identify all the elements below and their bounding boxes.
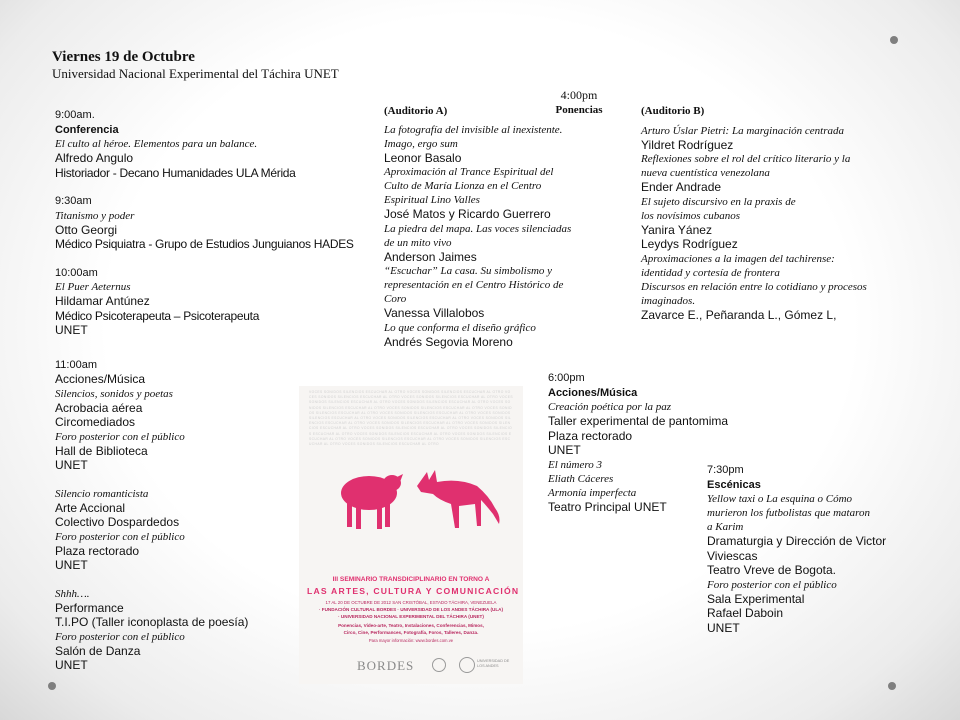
- event-line: Arte Accional: [55, 500, 126, 515]
- decor-dot-top-right: [890, 36, 898, 44]
- event-type: Acciones/Música: [548, 386, 638, 399]
- poster-sub-line2: · FUNDACIÓN CULTURAL BORDES · UNIVERSIDAD DE LOS ANDES TÁCHIRA (ULA): [318, 607, 503, 612]
- talk-speaker: José Matos y Ricardo Guerrero: [384, 207, 551, 221]
- slide-header: [52, 48, 339, 82]
- event-speaker: Otto Georgi: [55, 222, 118, 237]
- event-line: Circomediados: [55, 415, 136, 429]
- event-line: Rafael Daboin: [707, 606, 784, 620]
- talk-title: imaginados.: [641, 294, 696, 307]
- talk-speaker: Vanessa Villalobos: [384, 306, 485, 320]
- talk-title: Discursos en relación entre lo cotidiano y procesos: [641, 280, 867, 293]
- event-line: Plaza rectorado: [548, 428, 633, 443]
- talk-title: “Escuchar” La casa. Su simbolismo y: [384, 265, 553, 277]
- talk-title: identidad y cortesía de frontera: [641, 266, 780, 279]
- venue-heading: Universidad Nacional Experimental del Táchira UNET: [52, 66, 339, 81]
- event-line: UNET: [548, 443, 581, 457]
- poster-sub-line4: Ponencias, Video-arte, Teatro, Instalaciones, Conferencias, Mimos,: [338, 623, 484, 628]
- event-place: UNET: [55, 323, 88, 337]
- poster-title-line1: III SEMINARIO TRANSDICIPLINARIO EN TORNO A: [332, 576, 490, 583]
- talk-title: Lo que conforma el diseño gráfico: [384, 321, 536, 334]
- event-line: UNET: [707, 620, 740, 635]
- poster-ula-logo-text: UNIVERSIDAD DE LOS ANDES: [477, 659, 510, 668]
- event-line: Eliath Cáceres: [548, 472, 614, 485]
- date-heading: Viernes 19 de Octubre: [52, 49, 195, 65]
- event-line: Salón de Danza: [55, 643, 141, 658]
- event-title: Titanismo y poder: [55, 209, 135, 222]
- event-line: Creación poética por la paz: [548, 401, 672, 413]
- auditorio-b-heading: (Auditorio B): [641, 105, 705, 117]
- poster-ula-seal-icon: [459, 657, 475, 673]
- event-type: Escénicas: [707, 478, 761, 491]
- event-block-1930: [707, 463, 907, 635]
- event-line: UNET: [55, 658, 88, 672]
- event-time: 9:00am.: [55, 109, 95, 121]
- talk-title: Imago, ergo sum: [384, 137, 458, 150]
- event-line: UNET: [55, 458, 88, 472]
- event-line: Silencio romanticista: [55, 487, 149, 500]
- talk-speaker: Yildret Rodríguez: [641, 137, 734, 152]
- poster-title-line2: LAS ARTES, CULTURA Y COMUNICACIÓN: [307, 586, 520, 596]
- event-line: Acrobacia aérea: [55, 400, 143, 415]
- event-speaker: Alfredo Angulo: [55, 151, 134, 165]
- event-line: UNET: [55, 558, 88, 572]
- event-line: Colectivo Dospardedos: [55, 515, 180, 529]
- event-time: 11:00am: [55, 358, 97, 371]
- talk-title: Reflexiones sobre el rol del crítico literario y la: [641, 153, 851, 165]
- event-block-0900: [55, 108, 355, 180]
- talk-title: de un mito vivo: [384, 236, 452, 249]
- event-line: Plaza rectorado: [55, 543, 140, 558]
- event-line: Taller experimental de pantomima: [548, 414, 729, 428]
- auditorio-b-column: [641, 104, 901, 322]
- event-line: Dramaturgia y Dirección de Victor: [707, 534, 887, 548]
- poster-sub-line1: 17 AL 20 DE OCTUBRE DE 2012 SAN CRISTÓBAL, ESTADO TÁCHIRA, VENEZUELA: [325, 600, 497, 605]
- talk-title: representación en el Centro Histórico de: [384, 279, 564, 291]
- ponencias-time: 4:00pm: [560, 88, 598, 102]
- talk-speaker: Anderson Jaimes: [384, 249, 477, 264]
- talk-speaker: Ender Andrade: [641, 180, 722, 194]
- event-line: Shhh….: [55, 587, 90, 600]
- event-line: Sala Experimental: [707, 591, 805, 606]
- talk-title: Coro: [384, 293, 407, 305]
- talk-speaker: Zavarce E., Peñaranda L., Gómez L,: [641, 307, 837, 322]
- talk-title: La fotografía del invisible al inexistente.: [384, 123, 563, 136]
- event-type: Conferencia: [55, 123, 119, 136]
- event-line: Teatro Vreve de Bogota.: [707, 563, 836, 577]
- talk-speaker: Leydys Rodríguez: [641, 237, 738, 251]
- poster-sub-line6: Para mayor información: www.bordes.com.ve: [368, 638, 454, 643]
- talk-title: Aproximación al Trance Espiritual del: [384, 166, 554, 178]
- talk-title: Arturo Úslar Pietri: La marginación centrada: [641, 124, 844, 137]
- event-time: 7:30pm: [707, 464, 744, 476]
- talk-speaker: Leonor Basalo: [384, 150, 462, 165]
- event-line: Foro posterior con el público: [707, 578, 837, 591]
- event-line: Foro posterior con el público: [55, 430, 185, 443]
- talk-title: los novísimos cubanos: [641, 209, 740, 222]
- poster-bordes-logo: BORDES: [357, 658, 415, 673]
- event-role: Médico Psiquiatra - Grupo de Estudios Junguianos HADES: [55, 237, 354, 251]
- event-line: Hall de Biblioteca: [55, 443, 148, 458]
- decor-dot-bottom-right: [888, 682, 896, 690]
- talk-title: nueva cuentística venezolana: [641, 167, 770, 179]
- event-line: Teatro Principal UNET: [548, 499, 667, 514]
- auditorio-a-column: [384, 104, 594, 349]
- event-line: Viviescas: [707, 548, 758, 563]
- event-line: a Karim: [707, 521, 744, 533]
- talk-title: El sujeto discursivo en la praxis de: [641, 195, 796, 208]
- poster-sub-line5: Circo, Cine, Performances, Fotografía, Foros, Talleres, Danza.: [343, 630, 479, 635]
- event-title: El culto al héroe. Elementos para un balance.: [55, 138, 258, 150]
- decor-dot-bottom-left: [48, 682, 56, 690]
- poster-sheep-figure: [341, 474, 403, 529]
- event-line: murieron los futbolistas que mataron: [707, 507, 870, 519]
- talk-speaker: Andrés Segovia Moreno: [384, 334, 513, 349]
- talk-title: Aproximaciones a la imagen del tachirense:: [641, 252, 835, 265]
- event-line: Silencios, sonidos y poetas: [55, 387, 173, 400]
- event-line: Foro posterior con el público: [55, 530, 185, 543]
- talk-title: La piedra del mapa. Las voces silenciadas: [384, 222, 572, 235]
- auditorio-a-heading: (Auditorio A): [384, 105, 448, 117]
- event-line: Foro posterior con el público: [55, 630, 185, 643]
- poster-sub-line3: · UNIVERSIDAD NACIONAL EXPERIMENTAL DEL TÁCHIRA (UNET): [338, 614, 484, 619]
- talk-speaker: Yanira Yánez: [641, 222, 712, 237]
- event-role: Médico Psicoterapeuta – Psicoterapeuta: [55, 308, 260, 323]
- event-role: Historiador - Decano Humanidades ULA Mérida: [55, 165, 296, 180]
- talk-title: Espiritual Lino Valles: [384, 194, 480, 206]
- event-time: 6:00pm: [548, 372, 585, 384]
- event-title: El Puer Aeternus: [55, 281, 131, 293]
- event-block-0930: [55, 194, 355, 252]
- event-line: T.I.PO (Taller iconoplasta de poesía): [55, 615, 249, 629]
- event-line: El número 3: [548, 458, 602, 471]
- event-line: Performance: [55, 600, 124, 615]
- event-poster-image: [299, 386, 523, 684]
- ponencias-label: Ponencias: [555, 103, 603, 116]
- event-time: 10:00am: [55, 266, 98, 279]
- event-line: Yellow taxi o La esquina o Cómo: [707, 493, 853, 505]
- event-time: 9:30am: [55, 195, 92, 207]
- event-type: Acciones/Música: [55, 372, 146, 386]
- poster-wolf-figure: [417, 470, 500, 528]
- poster-seal-icon: [432, 658, 446, 672]
- event-line: Armonía imperfecta: [548, 486, 637, 499]
- event-speaker: Hildamar Antúnez: [55, 294, 150, 308]
- talk-title: Culto de María Lionza en el Centro: [384, 180, 542, 192]
- poster-background-text: VOCES SONIDOS SILENCIOS ESCUCHAR AL OTRO VOCES SONIDOS SILENCIOS ESCUCHAR AL OTRO VOCES SONIDOS SILENCIOS ESCUCHAR AL OTRO VOCES SONIDOS SILENCIOS ESCUCHAR AL OTRO VOCES SONIDOS SILENCIOS ESCUCHAR AL OTRO VOCES SONIDOS SILENCIOS ESCUCHAR AL OTRO VOCES SONIDOS SILENCIOS ESCUCHAR AL OTRO VOCES SONIDOS SILENCIOS ESCUCHAR AL OTRO VOCES SONIDOS SILENCIOS ESCUCHAR AL OTRO VOCES SONIDOS SILENCIOS ESCUCHAR AL OTRO VOCES SONIDOS SILENCIOS ESCUCHAR AL OTRO VOCES SONIDOS SILENCIOS ESCUCHAR AL OTRO VOCES SONIDOS SILENCIOS ESCUCHAR AL OTRO VOCES SONIDOS SILENCIOS ESCUCHAR AL OTRO VOCES SONIDOS SILENCIOS ESCUCHAR AL OTRO VOCES SONIDOS SILENCIOS ESCUCHAR AL OTRO VOCES SONIDOS SILENCIOS ESCUCHAR AL OTRO VOCES SONIDOS SILENCIOS ESCUCHAR AL OTRO VOCES SONIDOS SILENCIOS ESCUCHAR AL OTRO VOCES SONIDOS SILENCIOS ESCUCHAR AL OTRO VOCES SONIDOS SILENCIOS ESCUCHAR AL OTRO VOCES SONIDOS SILENCIOS ESCUCHAR AL OTRO: [309, 390, 513, 447]
- event-block-1000: [55, 266, 355, 338]
